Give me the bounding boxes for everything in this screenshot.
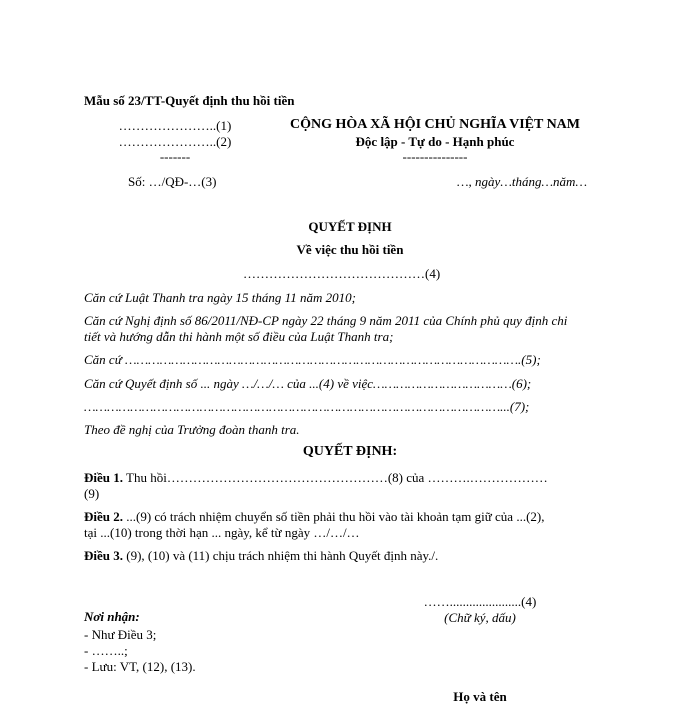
article-1-label: Điều 1. <box>84 470 123 485</box>
place-date: …, ngày…tháng…năm… <box>457 174 588 189</box>
legal-basis-4: Căn cứ Quyết định số ... ngày …/…/… của ...(4) về việc………………………………(6); <box>84 376 532 391</box>
article-1 <box>84 470 548 486</box>
recipient-item: - Lưu: VT, (12), (13). <box>84 659 196 674</box>
signer-name: Họ và tên <box>453 689 507 704</box>
agency-line-1: …………………..(1) <box>118 118 232 133</box>
article-2-cont: tại ...(10) trong thời hạn ... ngày, kể từ ngày …/…/… <box>84 525 360 540</box>
signature-line: ……......................(4) <box>423 594 537 609</box>
recipients-title: Nơi nhận: <box>84 609 140 624</box>
article-3 <box>84 548 438 564</box>
national-title: CỘNG HÒA XÃ HỘI CHỦ NGHĨA VIỆT NAM <box>289 117 580 132</box>
national-motto: Độc lập - Tự do - Hạnh phúc <box>355 134 515 149</box>
agency-line-2: …………………..(2) <box>118 134 232 149</box>
article-2-text: ...(9) có trách nhiệm chuyển số tiền phải thu hồi vào tài khoản tạm giữ của ...(2), <box>123 509 545 524</box>
national-separator: --------------- <box>402 149 468 164</box>
legal-basis-5: ………………………………………………………………………………………………...(7); <box>84 399 530 414</box>
document-number: Số: …/QĐ-…(3) <box>128 174 217 189</box>
article-3-text: (9), (10) và (11) chịu trách nhiệm thi hành Quyết định này./. <box>123 548 439 563</box>
agency-separator: ------- <box>159 149 191 164</box>
article-2 <box>84 509 544 525</box>
legal-basis-2: Căn cứ Nghị định số 86/2011/NĐ-CP ngày 22 tháng 9 năm 2011 của Chính phủ quy định chi <box>84 313 568 328</box>
legal-basis-3: Căn cứ ………………………………………………………………………………………….(5); <box>84 352 541 367</box>
article-1-cont: (9) <box>84 486 100 501</box>
legal-basis-1: Căn cứ Luật Thanh tra ngày 15 tháng 11 năm 2010; <box>84 290 356 305</box>
document-type-title: QUYẾT ĐỊNH <box>308 219 392 234</box>
issuer-line: ……………………………………(4) <box>243 266 441 281</box>
decision-heading: QUYẾT ĐỊNH: <box>302 444 398 459</box>
proposal-line: Theo đề nghị của Trưởng đoàn thanh tra. <box>84 422 300 437</box>
form-code: Mẫu số 23/TT-Quyết định thu hồi tiền <box>84 93 295 108</box>
recipient-item: - Như Điều 3; <box>84 627 157 642</box>
document-subject: Về việc thu hồi tiền <box>296 242 404 257</box>
legal-basis-2-cont: tiết và hướng dẫn thi hành một số điều của Luật Thanh tra; <box>84 329 394 344</box>
article-2-label: Điều 2. <box>84 509 123 524</box>
article-3-label: Điều 3. <box>84 548 123 563</box>
article-1-text: Thu hồi……………………………………………(8) của ……….……………… <box>123 470 548 485</box>
recipient-item: - ……..; <box>84 643 128 658</box>
signature-note: (Chữ ký, dấu) <box>444 610 516 625</box>
